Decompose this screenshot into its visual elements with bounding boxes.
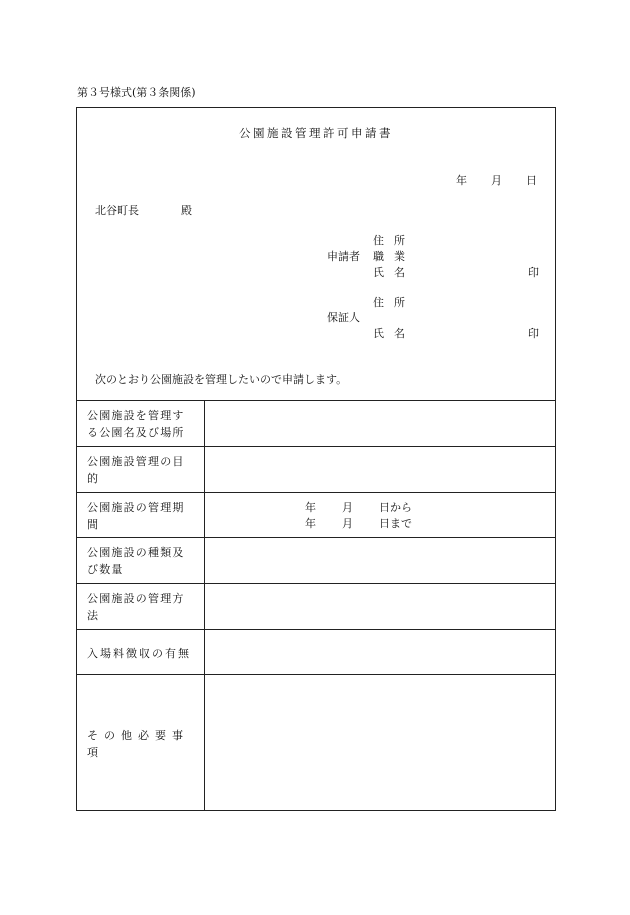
guarantor-name-label: 氏名 bbox=[373, 327, 415, 340]
admission-input-cell[interactable] bbox=[205, 630, 555, 674]
row-label-location: 公園施設を管理す る公園名及び場所 bbox=[77, 401, 205, 446]
location-input-cell[interactable] bbox=[205, 401, 555, 446]
form-number: 第３号様式(第３条関係) bbox=[77, 86, 196, 99]
date-year: 年 bbox=[456, 174, 467, 187]
method-input-cell[interactable] bbox=[205, 584, 555, 629]
table-row-location bbox=[77, 400, 555, 446]
addressee-name: 北谷町長 bbox=[95, 204, 139, 217]
row-label-other: その他必要事項 bbox=[77, 675, 205, 811]
row-label-purpose: 公園施設管理の目 的 bbox=[77, 447, 205, 492]
date-month: 月 bbox=[491, 174, 502, 187]
application-statement: 次のとおり公園施設を管理したいので申請します。 bbox=[95, 373, 348, 386]
document-title: 公園施設管理許可申請書 bbox=[239, 126, 393, 140]
date-day: 日 bbox=[526, 174, 537, 187]
table-row-period bbox=[77, 492, 555, 537]
table-row-other bbox=[77, 674, 555, 811]
table-row-purpose bbox=[77, 446, 555, 492]
application-form bbox=[76, 107, 556, 811]
applicant-role: 申請者 bbox=[327, 250, 360, 263]
table-row-admission bbox=[77, 629, 555, 674]
addressee bbox=[95, 202, 192, 218]
table-row-method bbox=[77, 583, 555, 629]
applicant-seal: 印 bbox=[528, 266, 539, 279]
guarantor-seal: 印 bbox=[528, 327, 539, 340]
form-table bbox=[77, 400, 555, 811]
other-input-cell[interactable] bbox=[205, 675, 555, 811]
period-input-cell[interactable] bbox=[205, 493, 555, 537]
period-from: 年 月 日から bbox=[305, 501, 412, 514]
purpose-input-cell[interactable] bbox=[205, 447, 555, 492]
addressee-honorific: 殿 bbox=[181, 204, 192, 217]
row-label-type: 公園施設の種類及 び数量 bbox=[77, 538, 205, 583]
row-label-admission: 入場料徴収の有無 bbox=[77, 630, 205, 674]
period-to: 年 月 日まで bbox=[305, 517, 412, 530]
applicant-name-label: 氏名 bbox=[373, 266, 415, 279]
row-label-period: 公園施設の管理期 間 bbox=[77, 493, 205, 537]
applicant-address-label: 住所 bbox=[373, 234, 415, 247]
applicant-occupation-label: 職業 bbox=[373, 250, 415, 263]
date-line[interactable] bbox=[456, 172, 537, 188]
type-input-cell[interactable] bbox=[205, 538, 555, 583]
guarantor-role: 保証人 bbox=[327, 311, 360, 324]
form-header bbox=[77, 108, 555, 400]
guarantor-address-label: 住所 bbox=[373, 296, 415, 309]
row-label-method: 公園施設の管理方 法 bbox=[77, 584, 205, 629]
table-row-type bbox=[77, 537, 555, 583]
